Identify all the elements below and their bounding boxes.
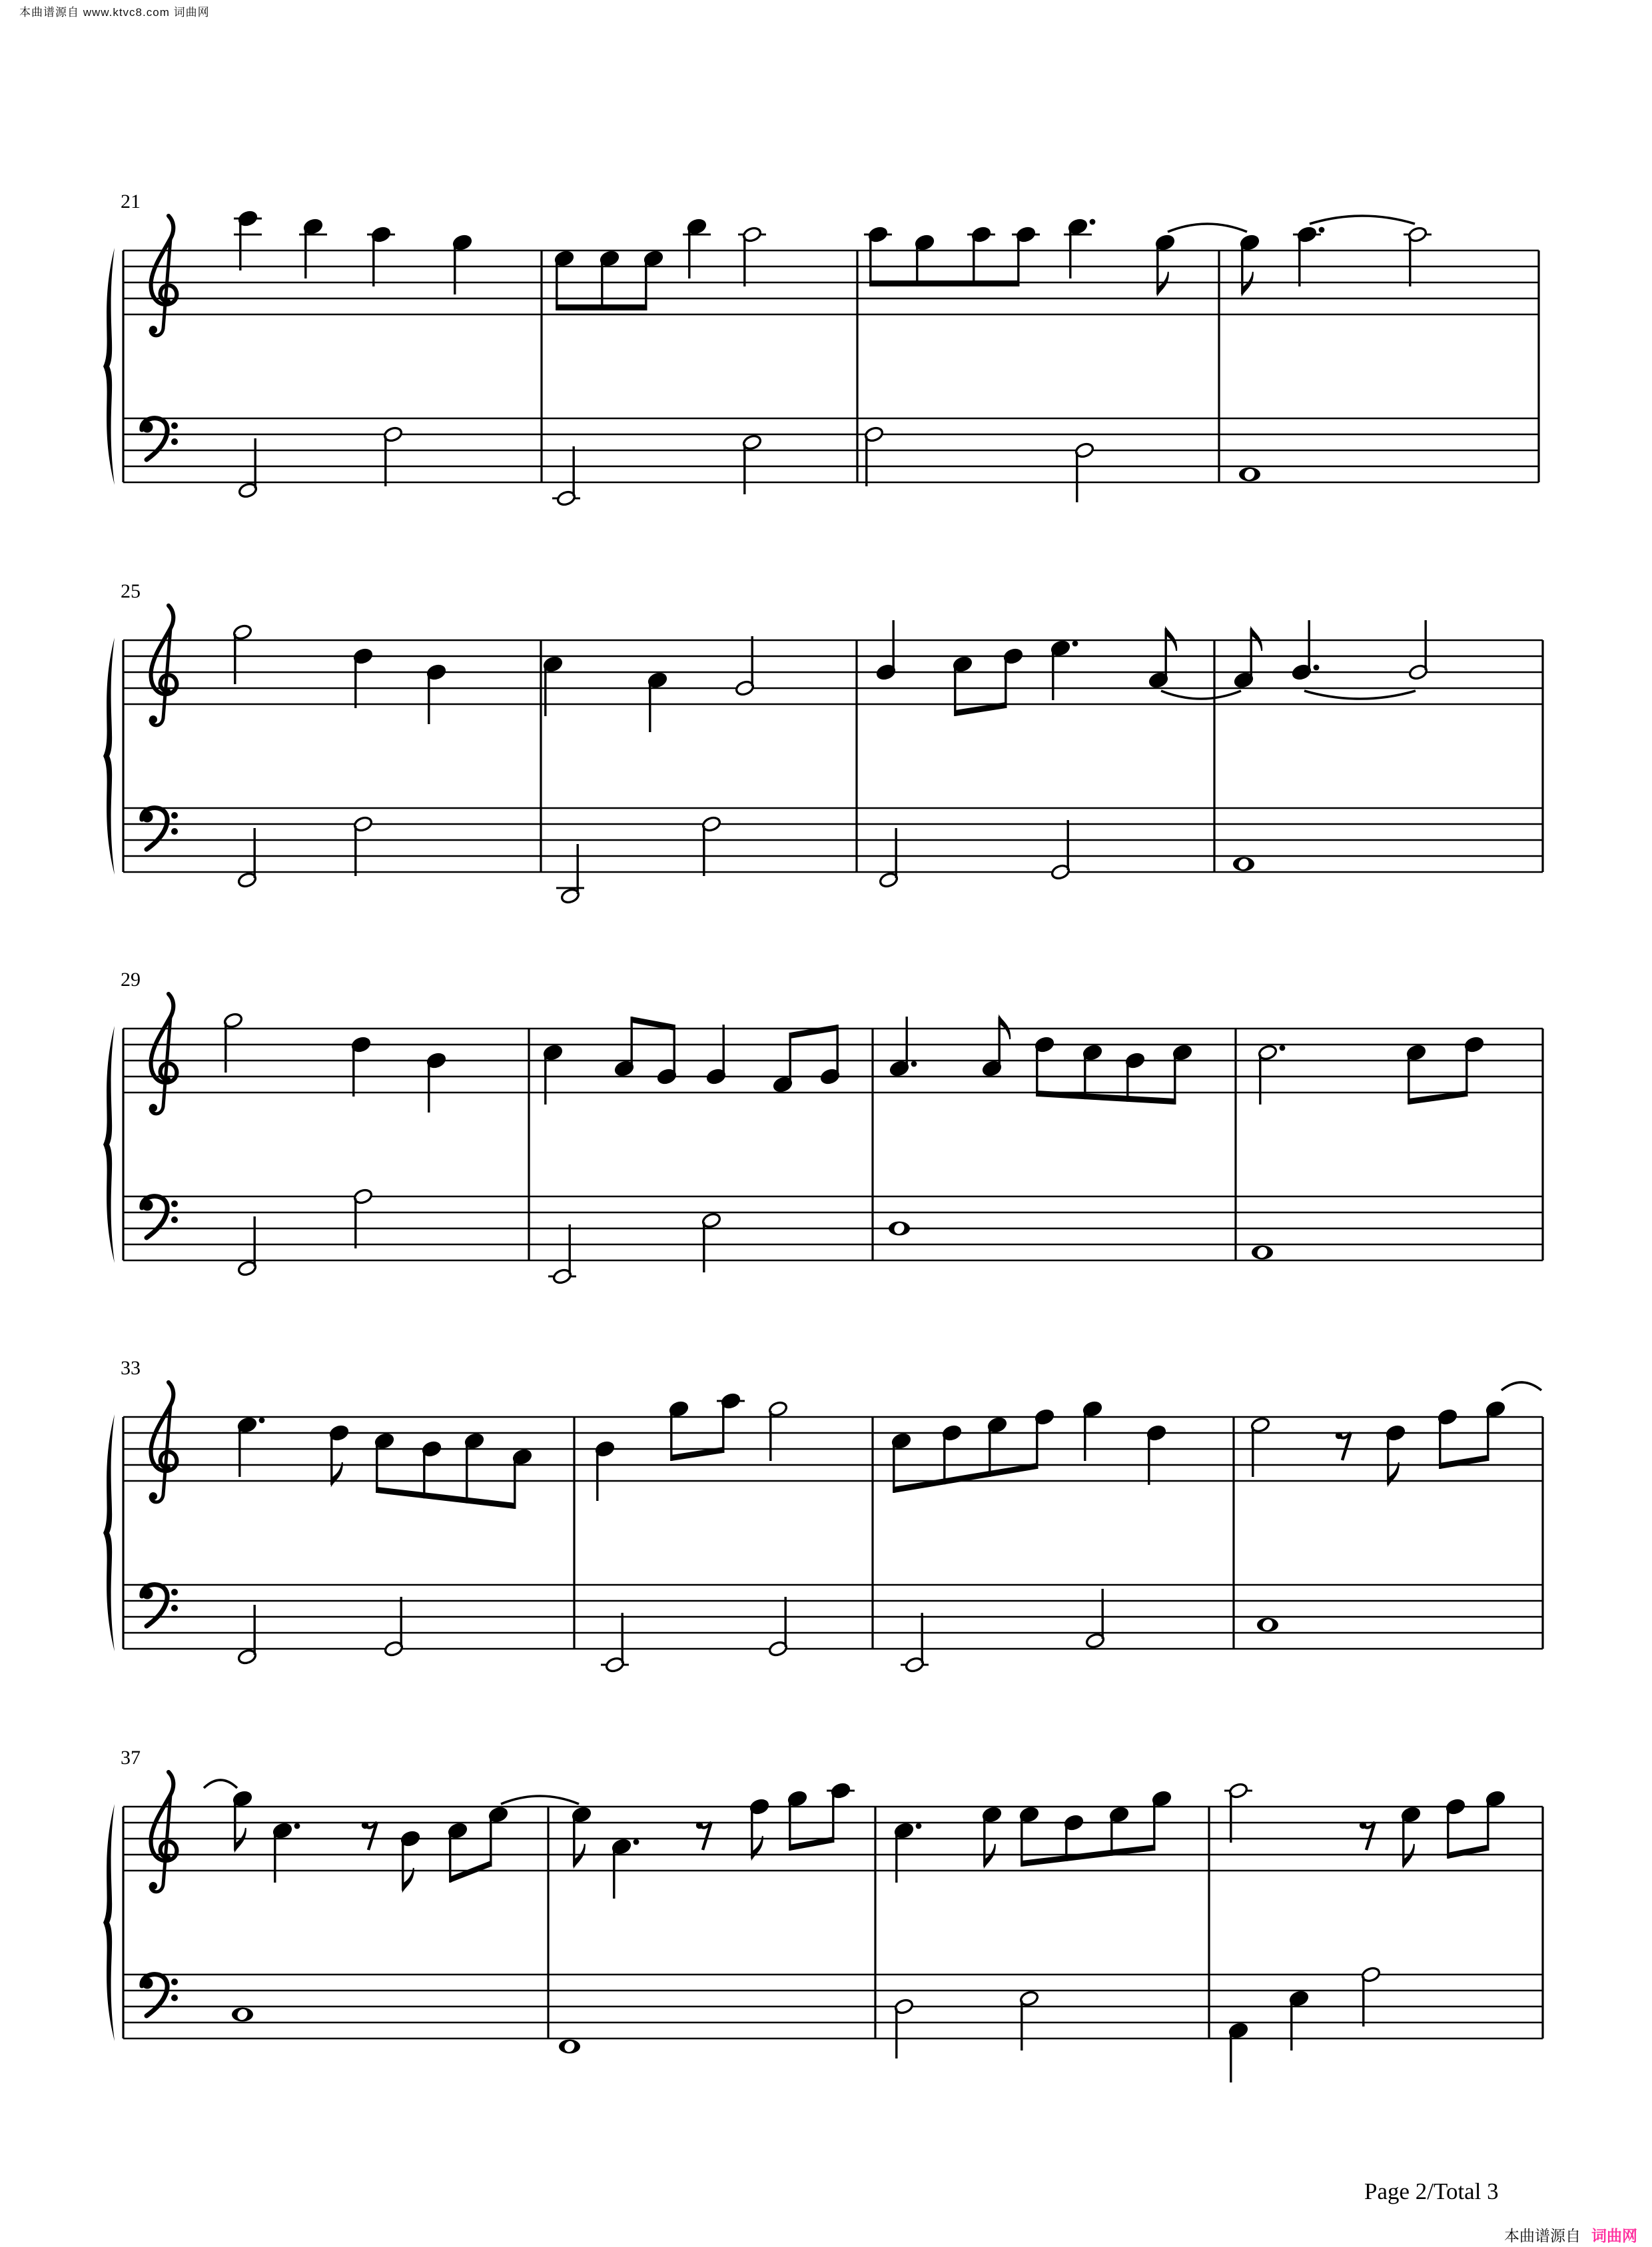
measure-number: 37 — [121, 1747, 141, 1769]
bass-clef-icon — [142, 1585, 179, 1626]
staff-lines — [123, 640, 1543, 872]
beam — [557, 304, 646, 310]
treble-clef-icon — [149, 1772, 177, 1892]
augmentation-dot — [1280, 1045, 1286, 1051]
tie — [1501, 1382, 1541, 1390]
bass-clef-icon — [142, 1975, 179, 2016]
footer-source-text — [1504, 2224, 1637, 2246]
augmentation-dot — [259, 1418, 265, 1424]
tie — [1168, 224, 1247, 232]
grand-staff-brace — [103, 1026, 115, 1263]
measure-number: 25 — [121, 580, 141, 602]
treble-notes — [223, 1012, 1484, 1113]
measure-number: 21 — [121, 191, 141, 213]
augmentation-dot — [1314, 665, 1320, 671]
tie — [1304, 691, 1416, 699]
grand-staff-brace — [103, 248, 115, 485]
footer-source-prefix: 本曲谱源自 — [1504, 2227, 1581, 2244]
system-m33 — [103, 1357, 1543, 1673]
beam — [1440, 1455, 1488, 1469]
bass-clef-icon — [142, 1196, 179, 1238]
staff-lines — [123, 250, 1539, 482]
system-m21 — [103, 191, 1539, 507]
bass-clef-icon — [142, 418, 179, 460]
system-m29 — [103, 969, 1543, 1285]
beam — [1448, 1845, 1488, 1859]
beam — [377, 1487, 515, 1509]
grand-staff-brace — [103, 1804, 115, 2041]
staff-lines — [123, 1029, 1543, 1260]
system-m25 — [103, 580, 1543, 905]
grand-staff-brace — [103, 638, 115, 875]
staff-lines — [123, 1417, 1543, 1649]
augmentation-dot — [911, 1061, 917, 1067]
beam — [790, 1025, 837, 1039]
treble-clef-icon — [149, 216, 177, 336]
header-source-text: 本曲谱源自 www.ktvc8.com 词曲网 — [19, 6, 210, 19]
barlines — [123, 640, 1543, 872]
augmentation-dot — [1319, 227, 1325, 233]
treble-clef-icon — [149, 994, 177, 1114]
beam — [1022, 1845, 1154, 1867]
measure-number: 33 — [121, 1357, 141, 1379]
bass-notes — [237, 815, 1254, 905]
tie — [204, 1780, 237, 1788]
treble-notes — [237, 1392, 1505, 1509]
beam — [450, 1861, 491, 1883]
tie — [1310, 216, 1415, 224]
treble-notes — [232, 620, 1428, 732]
bass-clef-icon — [142, 808, 179, 849]
barlines — [123, 1029, 1543, 1260]
footer-page-indicator: Page 2/Total 3 — [1364, 2178, 1499, 2204]
augmentation-dot — [1072, 641, 1078, 647]
footer-source-site: 词曲网 — [1591, 2227, 1637, 2244]
augmentation-dot — [633, 1839, 639, 1845]
system-m37 — [103, 1747, 1543, 2082]
treble-clef-icon — [149, 606, 177, 725]
beam — [894, 1463, 1037, 1493]
augmentation-dot — [294, 1823, 300, 1829]
treble-notes — [234, 210, 1432, 310]
barlines — [123, 1417, 1543, 1649]
grand-staff-brace — [103, 1414, 115, 1651]
barlines — [123, 250, 1539, 482]
augmentation-dot — [916, 1823, 922, 1829]
augmentation-dot — [1090, 219, 1096, 225]
measure-number: 29 — [121, 969, 141, 991]
tie — [1161, 691, 1241, 699]
beam — [871, 280, 1019, 286]
treble-clef-icon — [149, 1382, 177, 1502]
bass-notes — [237, 1188, 1273, 1285]
treble-notes — [232, 1782, 1505, 1899]
tie — [501, 1796, 579, 1804]
